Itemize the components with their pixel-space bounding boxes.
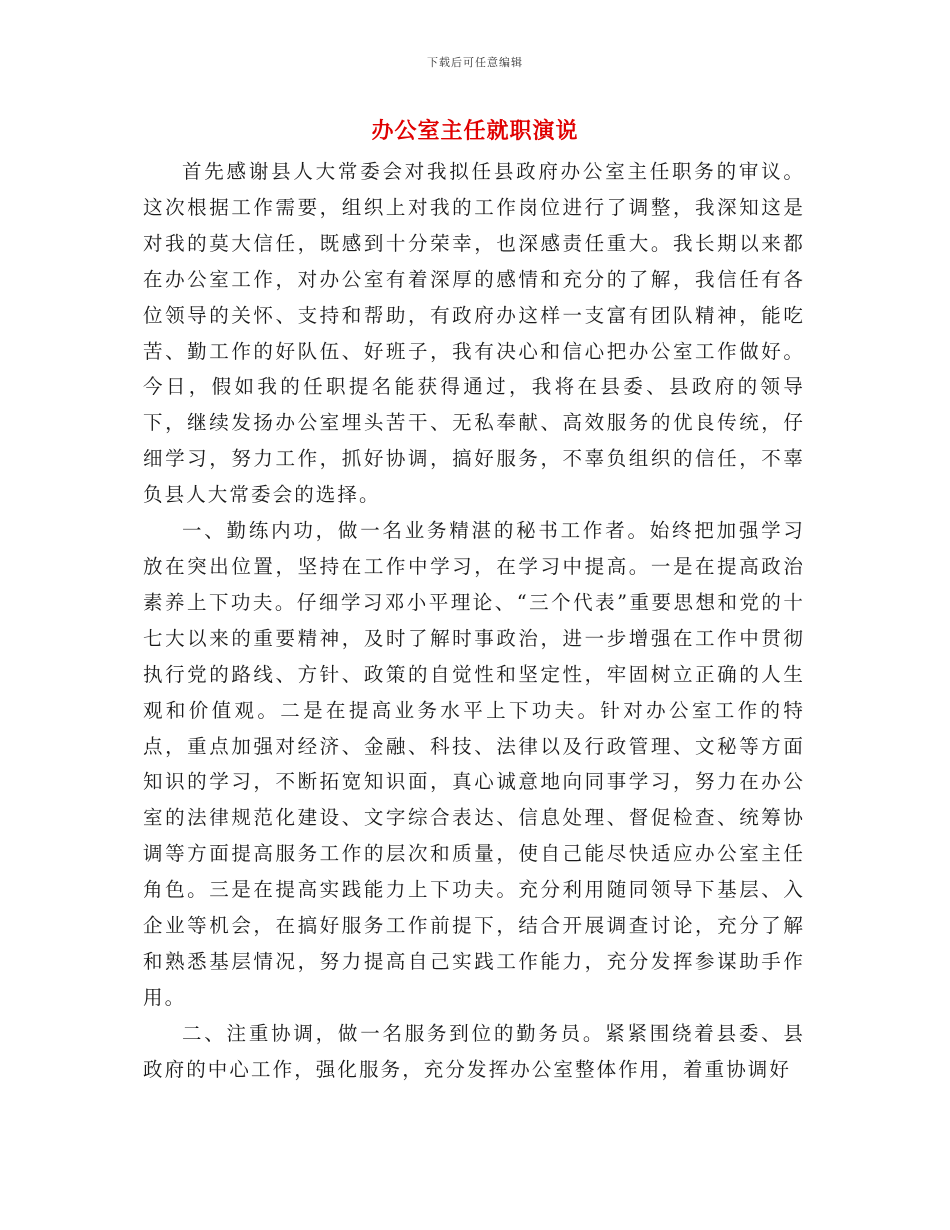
paragraph-intro: 首先感谢县人大常委会对我拟任县政府办公室主任职务的审议。这次根据工作需要，组织上对我的工作岗位进行了调整，我深知这是对我的莫大信任，既感到十分荣幸，也深感责任重大。我长期以来都在办公室工作，对办公室有着深厚的感情和充分的了解，我信任有各位领导的关怀、支持和帮助，有政府办这样一支富有团队精神，能吃苦、勤工作的好队伍、好班子，我有决心和信心把办公室工作做好。今日，假如我的任职提名能获得通过，我将在县委、县政府的领导下，继续发扬办公室埋头苦干、无私奉献、高效服务的优良传统，仔细学习，努力工作，抓好协调，搞好服务，不辜负组织的信任，不辜负县人大常委会的选择。	[143, 160, 805, 507]
document-body	[143, 154, 805, 1088]
paragraph-section-one: 一、勤练内功，做一名业务精湛的秘书工作者。始终把加强学习放在突出位置，坚持在工作中学习，在学习中提高。一是在提高政治素养上下功夫。仔细学习邓小平理论、“三个代表”重要思想和党的十七大以来的重要精神，及时了解时事政治，进一步增强在工作中贯彻执行党的路线、方针、政策的自觉性和坚定性，牢固树立正确的人生观和价值观。二是在提高业务水平上下功夫。针对办公室工作的特点，重点加强对经济、金融、科技、法律以及行政管理、文秘等方面知识的学习，不断拓宽知识面，真心诚意地向同事学习，努力在办公室的法律规范化建设、文字综合表达、信息处理、督促检查、统筹协调等方面提高服务工作的层次和质量，使自己能尽快适应办公室主任角色。三是在提高实践能力上下功夫。充分利用随同领导下基层、入企业等机会，在搞好服务工作前提下，结合开展调查讨论，充分了解和熟悉基层情况，努力提高自己实践工作能力，充分发挥参谋助手作用。	[143, 519, 805, 1009]
document-title: 办公室主任就职演说	[371, 118, 579, 144]
header-note: 下载后可任意编辑	[427, 56, 523, 69]
paragraph-section-two: 二、注重协调，做一名服务到位的勤务员。紧紧围绕着县委、县政府的中心工作，强化服务，充分发挥办公室整体作用，着重协调好	[143, 1021, 805, 1081]
